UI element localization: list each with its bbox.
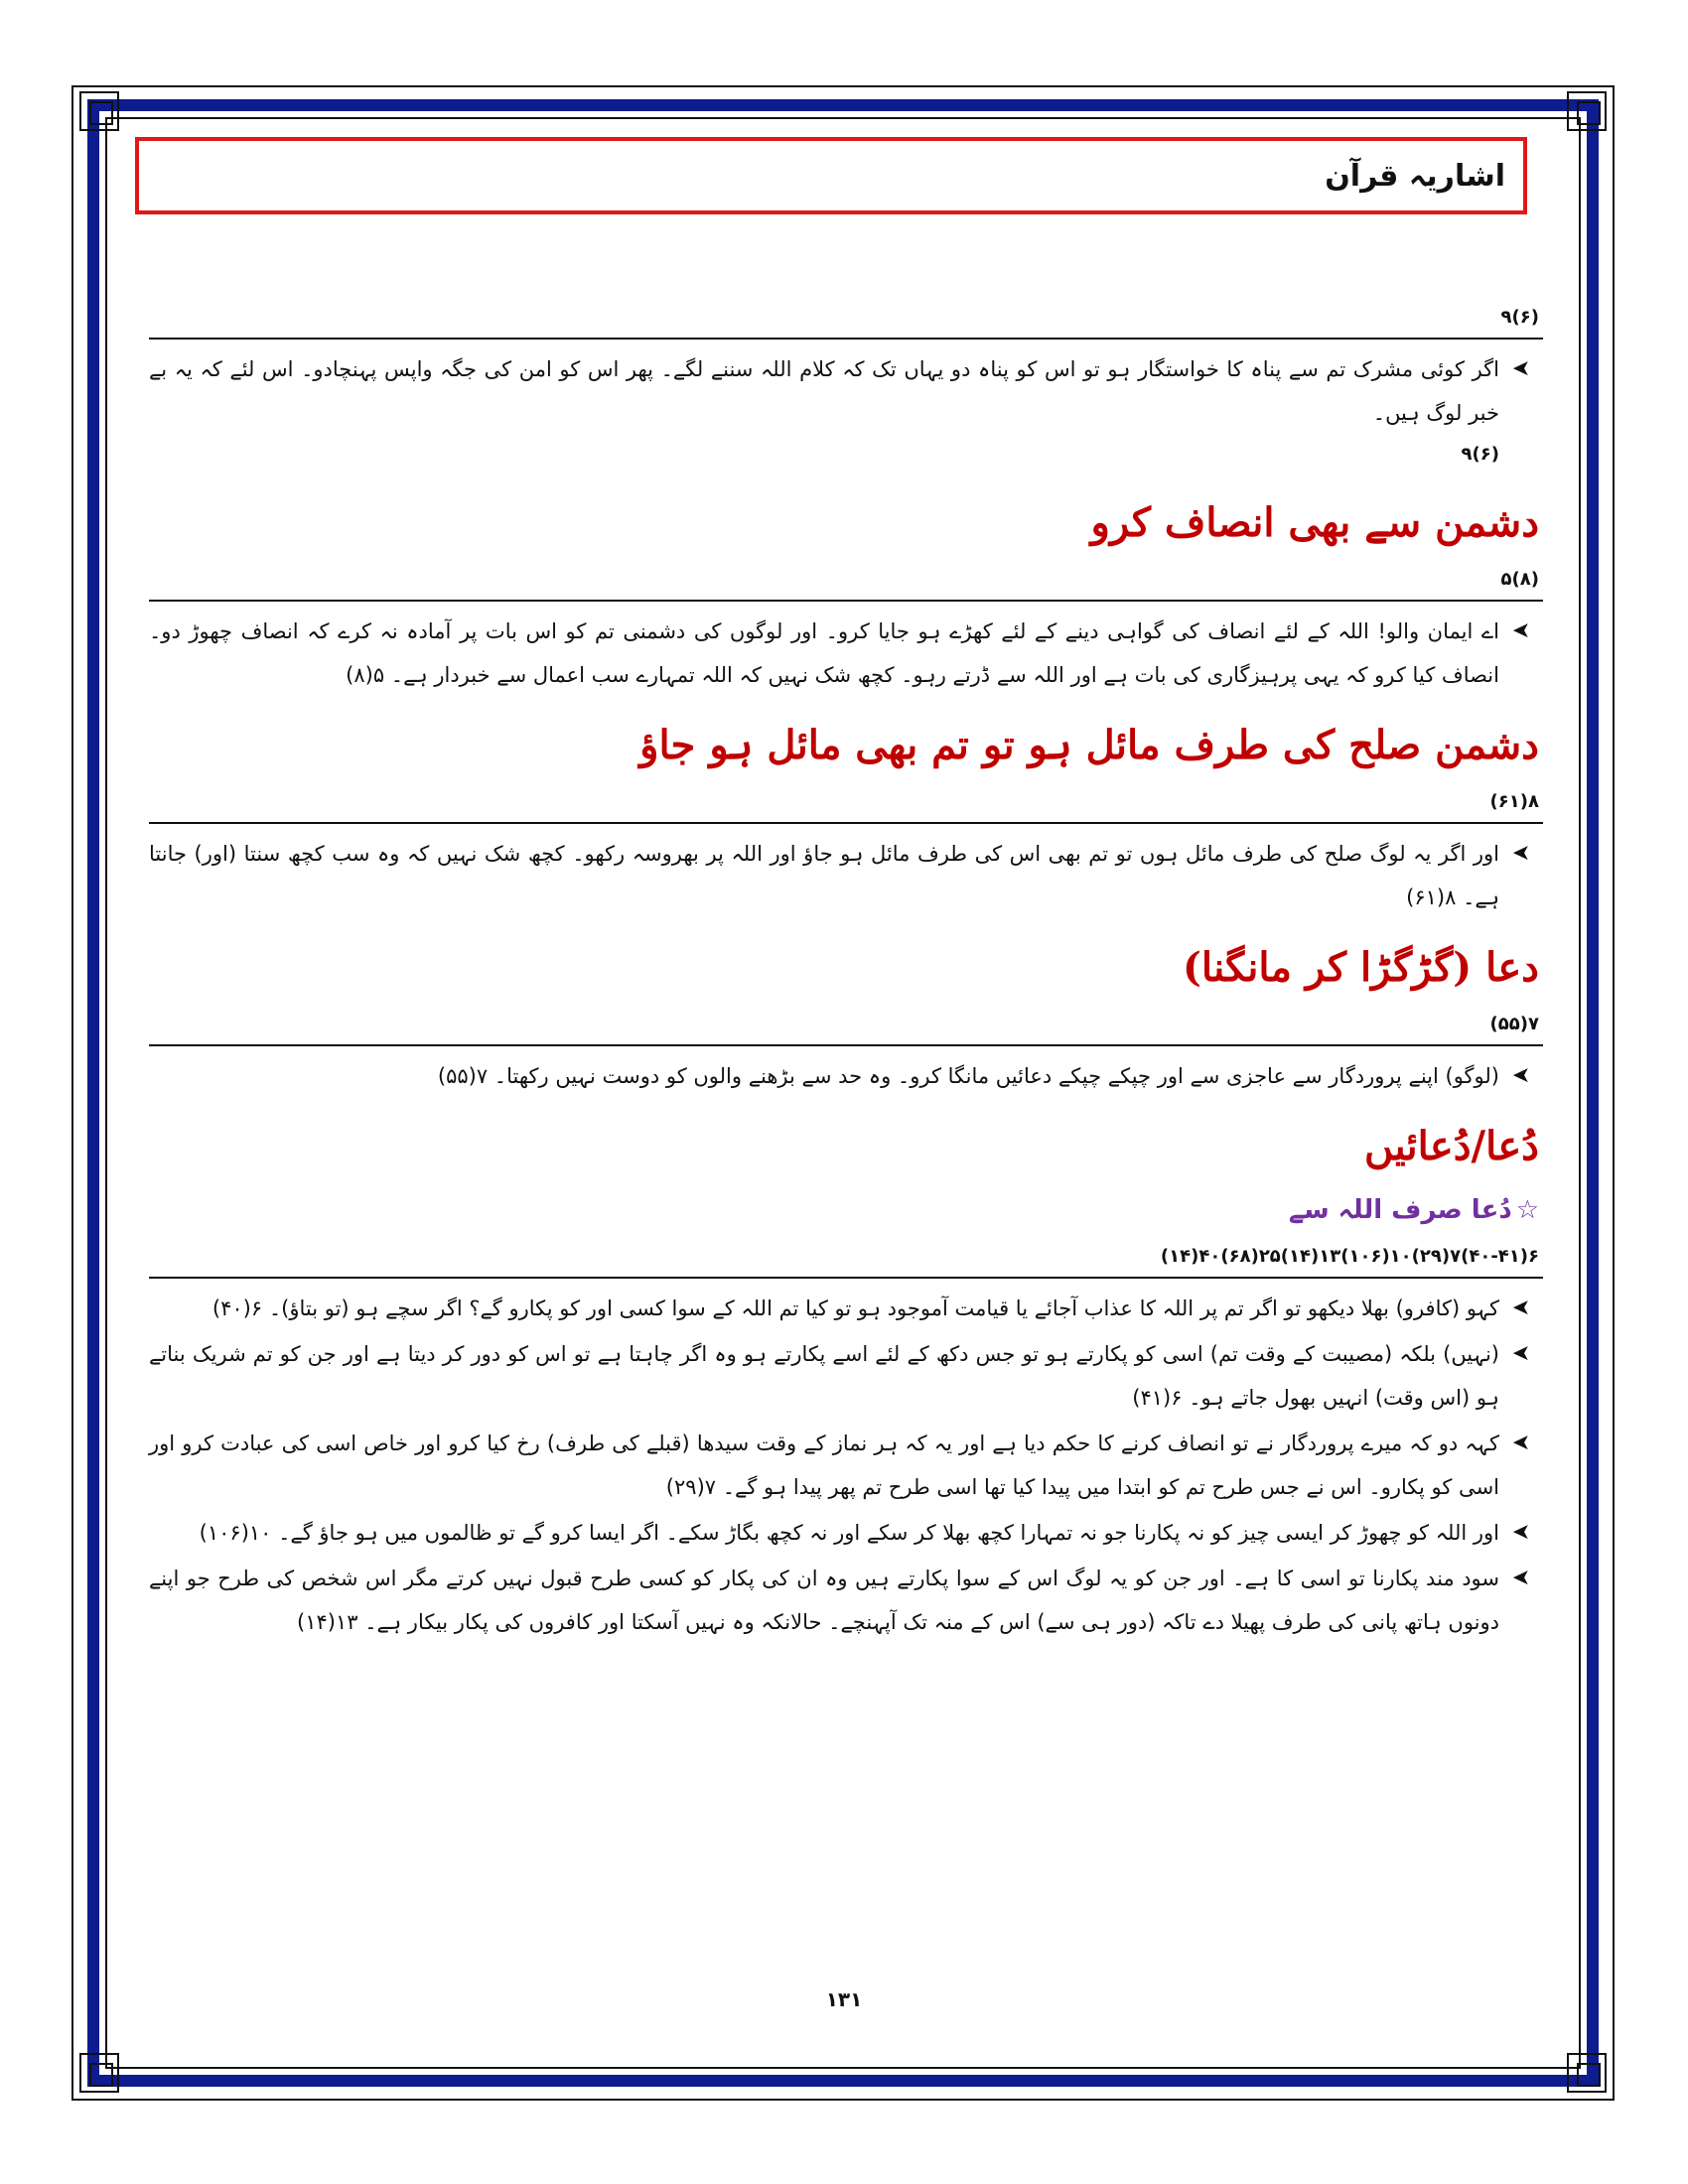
list-item-text xyxy=(149,610,1499,697)
list-item-text xyxy=(149,1054,1499,1098)
list-item xyxy=(149,832,1543,919)
arrow-bullet-icon: ➤ xyxy=(1511,356,1531,381)
reference-line: (۶)۹ xyxy=(1500,307,1539,328)
arrow-bullet-icon: ➤ xyxy=(1511,1520,1531,1545)
arrow-bullet-icon: ➤ xyxy=(1511,1296,1531,1320)
arrow-bullet-icon: ➤ xyxy=(1511,618,1531,643)
list-item-body: اگر کوئی مشرک تم سے پناہ کا خواستگار ہو تو اس کو پناہ دو یہاں تک کہ کلام اللہ سننے لگے۔ پھر اس کو امن کی جگہ واپس پہنچادو۔ اس لئے کہ یہ بے خبر لوگ ہیں۔ xyxy=(149,357,1499,425)
list-item xyxy=(149,1054,1543,1098)
list-item-text xyxy=(149,347,1499,475)
list-item-body: (نہیں) بلکہ (مصیبت کے وقت تم) اسی کو پکارتے ہو تو جس دکھ کے لئے اسے پکارتے ہو وہ اگر چاہتا ہے تو اس کو دور کر دیتا ہے اور جن کو تم شریک بناتے ہو (اس وقت) انہیں بھول جاتے ہو۔ ۶(۴۱) xyxy=(149,1342,1499,1410)
star-icon: ☆ xyxy=(1515,1195,1539,1225)
reference-line: ۶(۴۰-۴۱)۷(۲۹)۱۰(۱۰۶)۱۳(۱۴)۲۵(۶۸)۴۰(۱۴) xyxy=(1160,1246,1539,1267)
list-item-body: اور اللہ کو چھوڑ کر ایسی چیز کو نہ پکارنا جو نہ تمہارا کچھ بھلا کر سکے اور نہ کچھ بگاڑ سکے۔ اگر ایسا کرو گے تو ظالموں میں ہو جاؤ گے۔ ۱۰(۱۰۶) xyxy=(199,1521,1499,1545)
reference-line: (۸)۵ xyxy=(1500,569,1539,590)
reference-line: ۷(۵۵) xyxy=(1489,1014,1539,1034)
list-item-text xyxy=(149,832,1499,919)
corner-ornament-bottom-right xyxy=(1567,2053,1607,2093)
list-item-body: اور اگر یہ لوگ صلح کی طرف مائل ہوں تو تم بھی اس کی طرف مائل ہو جاؤ اور اللہ پر بھروسہ رکھو۔ کچھ شک نہیں کہ وہ سب کچھ سنتا (اور) جانتا ہے۔ ۸(۶۱) xyxy=(149,842,1499,909)
divider xyxy=(149,1277,1543,1279)
section-heading: دُعا/دُعائیں xyxy=(1364,1123,1539,1169)
list-item-text xyxy=(149,1557,1499,1644)
list-item xyxy=(149,1332,1543,1420)
list-item xyxy=(149,347,1543,475)
list-item xyxy=(149,1511,1543,1555)
arrow-bullet-icon: ➤ xyxy=(1511,841,1531,866)
divider xyxy=(149,600,1543,602)
list-item xyxy=(149,610,1543,697)
arrow-bullet-icon: ➤ xyxy=(1511,1431,1531,1455)
list-item-text xyxy=(149,1287,1499,1330)
list-item-body: (لوگو) اپنے پروردگار سے عاجزی سے اور چپکے چپکے دعائیں مانگا کرو۔ وہ حد سے بڑھنے والوں کو دوست نہیں رکھتا۔ ۷(۵۵) xyxy=(437,1064,1499,1088)
arrow-bullet-icon: ➤ xyxy=(1511,1566,1531,1590)
reference-line: ۸(۶۱) xyxy=(1489,791,1539,812)
corner-ornament-top-left xyxy=(79,91,119,131)
divider xyxy=(149,338,1543,340)
divider xyxy=(149,1044,1543,1046)
reference-line: (۶)۹ xyxy=(1461,444,1499,465)
section-heading: دشمن صلح کی طرف مائل ہو تو تم بھی مائل ہو جاؤ xyxy=(639,722,1539,768)
arrow-bullet-icon: ➤ xyxy=(1511,1341,1531,1366)
list-item xyxy=(149,1557,1543,1644)
list-item-body: کہو (کافرو) بھلا دیکھو تو اگر تم پر اللہ کا عذاب آجائے یا قیامت آموجود ہو تو کیا تم اللہ کے سوا کسی اور کو پکارو گے؟ اگر سچے ہو (تو بتاؤ)۔ ۶(۴۰) xyxy=(211,1297,1499,1320)
sub-heading xyxy=(149,1187,1539,1233)
arrow-bullet-icon: ➤ xyxy=(1511,1063,1531,1088)
list-item-body: کہہ دو کہ میرے پروردگار نے تو انصاف کرنے کا حکم دیا ہے اور یہ کہ ہر نماز کے وقت سیدھا (قبلے کی طرف) رخ کیا کرو اور خاص اسی کی عبادت کرو اور اسی کو پکارو۔ اس نے جس طرح تم کو ابتدا میں پیدا کیا تھا اسی طرح تم پھر پیدا ہو گے۔ ۷(۲۹) xyxy=(149,1432,1499,1499)
list-item-text xyxy=(149,1422,1499,1509)
corner-ornament-bottom-left xyxy=(79,2053,119,2093)
corner-ornament-top-right xyxy=(1567,91,1607,131)
section-heading: دعا (گڑگڑا کر مانگنا) xyxy=(1182,944,1539,991)
list-item xyxy=(149,1422,1543,1509)
page-title: اشاریہ قرآن xyxy=(1325,158,1505,194)
list-item-text xyxy=(149,1332,1499,1420)
list-item xyxy=(149,1287,1543,1330)
page-number: ۱۳۱ xyxy=(825,1987,863,2011)
list-item-body: اے ایمان والو! اللہ کے لئے انصاف کی گواہی دینے کے لئے کھڑے ہو جایا کرو۔ اور لوگوں کی دشمنی تم کو اس بات پر آمادہ نہ کرے کہ انصاف چھوڑ دو۔ انصاف کیا کرو کہ یہی پرہیزگاری کی بات ہے اور اللہ سے ڈرتے رہو۔ کچھ شک نہیں کہ اللہ تمہارے سب اعمال سے خبردار ہے۔ ۵(۸) xyxy=(149,619,1499,687)
list-item-text xyxy=(149,1511,1499,1555)
page-content xyxy=(149,298,1543,1646)
header-box xyxy=(135,137,1527,214)
list-item-body: سود مند پکارنا تو اسی کا ہے۔ اور جن کو یہ لوگ اس کے سوا پکارتے ہیں وہ ان کی پکار کو کسی طرح قبول نہیں کرتے مگر اس شخص کی طرح جو اپنے دونوں ہاتھ پانی کی طرف پھیلا دے تاکہ (دور ہی سے) اس کے منہ تک آپہنچے۔ حالانکہ وہ نہیں آسکتا اور کافروں کی پکار بیکار ہے۔ ۱۳(۱۴) xyxy=(149,1567,1499,1634)
sub-heading-text: دُعا صرف اللہ سے xyxy=(1288,1195,1512,1225)
divider xyxy=(149,822,1543,824)
section-heading: دشمن سے بھی انصاف کرو xyxy=(1090,499,1539,546)
